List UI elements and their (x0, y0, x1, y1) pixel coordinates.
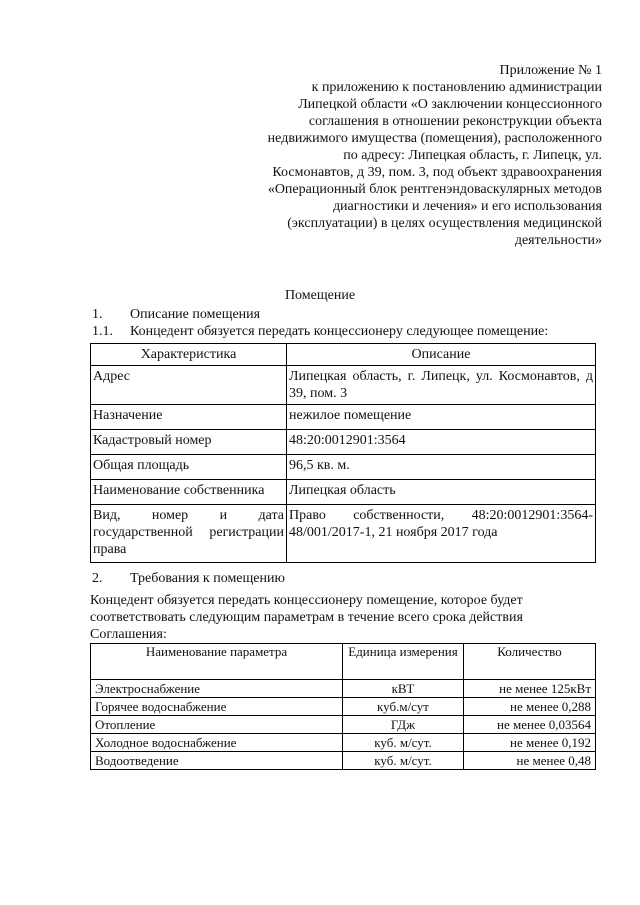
table-cell-quantity: не менее 0,288 (464, 698, 596, 716)
table-cell-quantity: не менее 0,03564 (464, 716, 596, 734)
table-cell-characteristic: Назначение (91, 405, 287, 430)
annex-line: по адресу: Липецкая область, г. Липецк, ул. (343, 148, 602, 163)
annex-line: диагностики и лечения» и его использования (332, 199, 602, 214)
annex-line: «Операционный блок рентгенэндоваскулярных методов (267, 182, 602, 197)
column-header: Наименование параметра (91, 644, 343, 680)
table-cell-description: 48:20:0012901:3564 (287, 430, 596, 455)
table-row (91, 734, 596, 752)
section-2-heading (92, 570, 285, 587)
table-row (91, 680, 596, 698)
table-row (91, 455, 596, 480)
table-cell-quantity: не менее 125кВт (464, 680, 596, 698)
annex-line: Липецкой области «О заключении концессионного (298, 97, 602, 112)
table-row (91, 752, 596, 770)
annex-line: соглашения в отношении реконструкции объекта (308, 114, 602, 129)
table-row (91, 505, 596, 563)
section-title: Описание помещения (130, 307, 261, 322)
table-header-row (91, 344, 596, 366)
annex-line: к приложению к постановлению администрации (311, 80, 602, 95)
section-title: Требования к помещению (130, 571, 285, 586)
table-cell-unit: куб. м/сут. (343, 734, 464, 752)
annex-line: (эксплуатации) в целях осуществления медицинской (287, 216, 602, 231)
table-cell-characteristic: Адрес (91, 366, 287, 405)
annex-line: Приложение № 1 (499, 63, 602, 78)
table-cell-unit: куб. м/сут. (343, 752, 464, 770)
section-number: 1.1. (92, 324, 113, 339)
table-cell-characteristic: Наименование собственника (91, 480, 287, 505)
table-cell-unit: кВТ (343, 680, 464, 698)
section-number: 2. (92, 571, 103, 586)
requirements-table (90, 643, 596, 770)
table-cell-unit: ГДж (343, 716, 464, 734)
section-1-1-heading (92, 323, 548, 340)
annex-line: деятельности» (514, 233, 602, 248)
table-cell-description: Липецкая область (287, 480, 596, 505)
table-cell-parameter: Горячее водоснабжение (91, 698, 343, 716)
section-1-heading (92, 306, 260, 323)
annex-line: недвижимого имущества (помещения), расположенного (267, 131, 602, 146)
table-row (91, 366, 596, 405)
table-row (91, 698, 596, 716)
column-header: Характеристика (91, 344, 287, 366)
table-cell-description: нежилое помещение (287, 405, 596, 430)
table-cell-description: 96,5 кв. м. (287, 455, 596, 480)
table-cell-parameter: Электроснабжение (91, 680, 343, 698)
column-header: Единица измерения (343, 644, 464, 680)
table-header-row (91, 644, 596, 680)
table-cell-parameter: Отопление (91, 716, 343, 734)
table-row (91, 716, 596, 734)
table-cell-quantity: не менее 0,192 (464, 734, 596, 752)
table-cell-quantity: не менее 0,48 (464, 752, 596, 770)
column-header: Описание (287, 344, 596, 366)
table-cell-description: Липецкая область, г. Липецк, ул. Космонавтов, д 39, пом. 3 (287, 366, 596, 405)
table-cell-unit: куб.м/сут (343, 698, 464, 716)
table-row (91, 480, 596, 505)
annex-line: Космонавтов, д 39, пом. 3, под объект здравоохранения (272, 165, 602, 180)
table-cell-parameter: Водоотведение (91, 752, 343, 770)
table-cell-characteristic: Вид, номер и дата государственной регистрации права (91, 505, 287, 563)
requirements-paragraph: Концедент обязуется передать концессионеру помещение, которое будет соответствовать следующим параметрам в течение всего срока действия Соглашения: (90, 593, 523, 642)
annex-header (230, 62, 602, 249)
table-cell-characteristic: Кадастровый номер (91, 430, 287, 455)
section-text: Концедент обязуется передать концессионеру следующее помещение: (130, 324, 549, 339)
document-title: Помещение (284, 288, 356, 303)
table-row (91, 405, 596, 430)
table-cell-characteristic: Общая площадь (91, 455, 287, 480)
column-header: Количество (464, 644, 596, 680)
premises-description-table (90, 343, 596, 563)
table-cell-description: Право собственности, 48:20:0012901:3564-48/001/2017-1, 21 ноября 2017 года (287, 505, 596, 563)
table-row (91, 430, 596, 455)
section-number: 1. (92, 307, 103, 322)
table-cell-parameter: Холодное водоснабжение (91, 734, 343, 752)
